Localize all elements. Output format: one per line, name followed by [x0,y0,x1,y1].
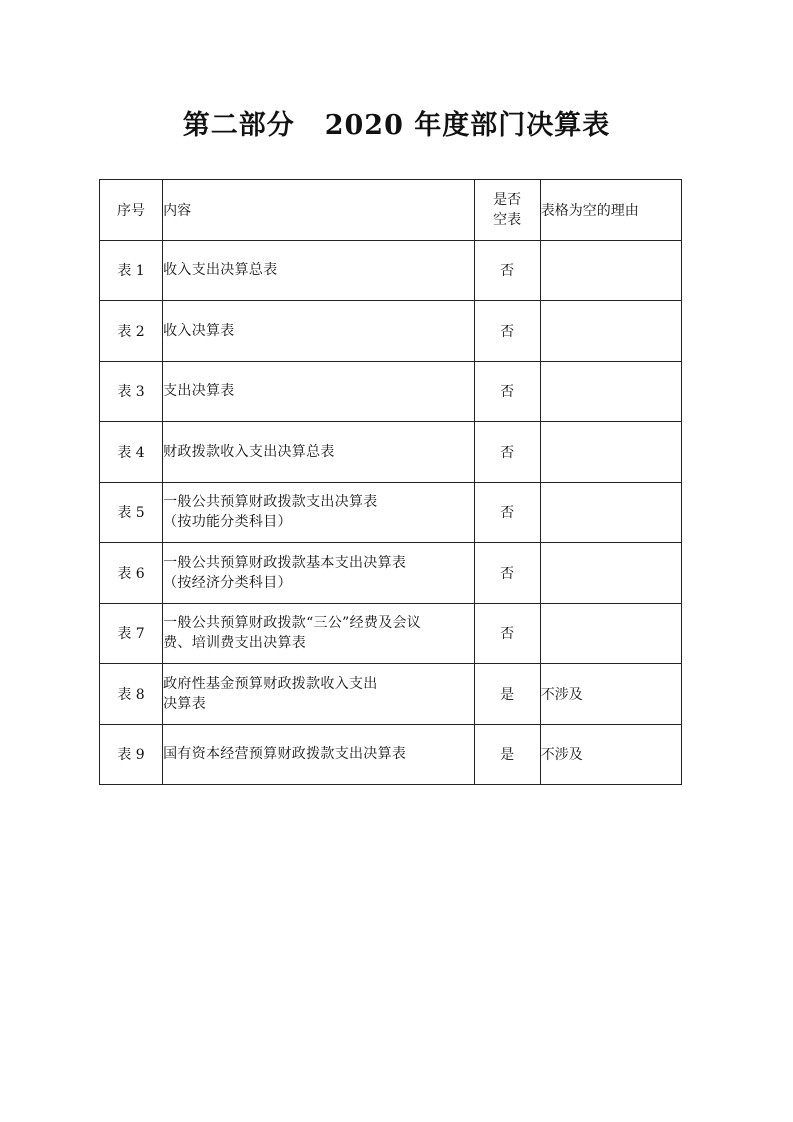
row-number: 表 8 [100,664,163,725]
header-reason: 表格为空的理由 [540,180,681,241]
row-content-line1: 一般公共预算财政拨款“三公”经费及会议 [163,615,422,632]
row-number: 表 5 [100,482,163,543]
row-reason [540,482,681,543]
row-content-line2: （按经济分类科目） [163,574,292,591]
row-reason [540,543,681,604]
row-reason [540,240,681,301]
row-number: 表 1 [100,240,163,301]
row-reason: 不涉及 [540,724,681,785]
row-reason [540,603,681,664]
row-is-empty: 是 [474,664,540,725]
header-no: 序号 [100,180,163,241]
row-content [163,240,475,301]
table-row [100,422,682,483]
row-reason [540,361,681,422]
row-number: 表 3 [100,361,163,422]
header-is-empty [474,180,540,241]
row-content-line1: 一般公共预算财政拨款支出决算表 [163,494,378,511]
row-content-line1: 一般公共预算财政拨款基本支出决算表 [163,554,407,571]
table-row [100,361,682,422]
report-list-table [99,179,682,785]
row-number: 表 2 [100,301,163,362]
row-reason: 不涉及 [540,664,681,725]
row-content [163,543,475,604]
row-content-line2: 费、培训费支出决算表 [163,635,307,652]
row-number: 表 7 [100,603,163,664]
header-row [100,180,682,241]
row-reason [540,422,681,483]
row-content-line1: 收入决算表 [163,322,235,339]
table-row [100,543,682,604]
row-is-empty: 否 [474,422,540,483]
row-content-line1: 收入支出决算总表 [163,262,278,279]
row-content [163,422,475,483]
table-row [100,603,682,664]
table-row [100,301,682,362]
page-title [0,106,793,146]
row-content [163,664,475,725]
title-part: 第二部分 [182,110,295,141]
table-row [100,482,682,543]
row-is-empty: 否 [474,543,540,604]
row-content-line1: 财政拨款收入支出决算总表 [163,443,335,460]
row-content-line1: 支出决算表 [163,383,235,400]
row-content [163,724,475,785]
row-reason [540,301,681,362]
row-content-line2: 决算表 [163,695,206,712]
row-is-empty: 否 [474,240,540,301]
row-number: 表 9 [100,724,163,785]
row-number: 表 4 [100,422,163,483]
header-content: 内容 [163,180,475,241]
row-is-empty: 否 [474,603,540,664]
row-is-empty: 否 [474,301,540,362]
row-content [163,482,475,543]
row-number: 表 6 [100,543,163,604]
title-name: 2020 年度部门决算表 [324,110,611,141]
row-content [163,361,475,422]
row-content [163,301,475,362]
table-row [100,664,682,725]
row-content-line2: （按功能分类科目） [163,514,292,531]
row-content [163,603,475,664]
row-content-line1: 政府性基金预算财政拨款收入支出 [163,675,378,692]
header-is-empty-line1: 是否 [493,191,522,208]
row-is-empty: 否 [474,361,540,422]
table-row [100,724,682,785]
row-content-line1: 国有资本经营预算财政拨款支出决算表 [163,746,407,763]
row-is-empty: 否 [474,482,540,543]
row-is-empty: 是 [474,724,540,785]
header-is-empty-line2: 空表 [493,211,522,228]
table-row [100,240,682,301]
